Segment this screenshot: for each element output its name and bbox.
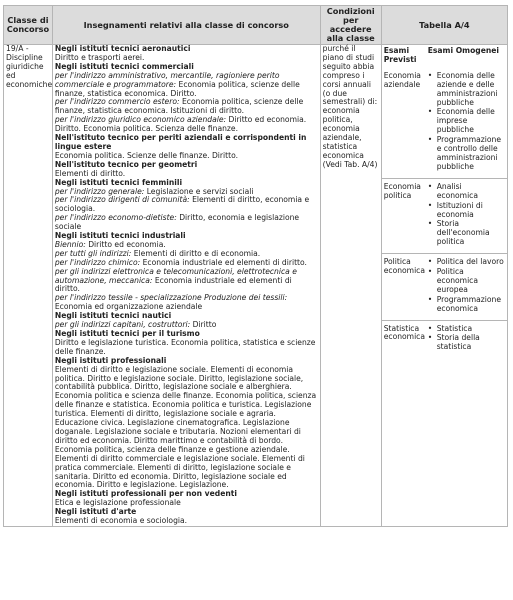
classe-cell: 19/A - Discipline giuridiche ed economiche xyxy=(4,45,53,527)
header-insegnamenti: Insegnamenti relativi alla classe di concorso xyxy=(52,6,320,45)
header-condizioni: Condizioni per accedere alla classe xyxy=(320,6,381,45)
indirizzo-subjects: Diritto xyxy=(190,320,217,330)
exam-item: • Politica economica europea xyxy=(426,268,505,295)
exam-group xyxy=(384,324,505,354)
indirizzo-subjects: Diritto, economia e legislazione sociale xyxy=(54,213,300,232)
exam-groups xyxy=(384,65,505,353)
indirizzo-subjects: Legislazione e servizi sociali xyxy=(144,186,254,196)
subjects-text: Diritto e legislazione turistica. Economia politica, statistica e scienze delle finanze. xyxy=(54,337,316,356)
institute-heading: Nell'istituto tecnico per periti aziendali e corrispondenti in lingue estere xyxy=(54,133,307,151)
esami-previsti-label: Esami Previsti xyxy=(383,46,417,64)
tabella-cell xyxy=(381,45,507,527)
table-row xyxy=(4,45,508,527)
indirizzo-label: per l'indirizzo amministrativo, mercantile, ragioniere perito commerciale e programmatore: xyxy=(54,70,280,89)
institute-heading: Negli istituti professionali per non vedenti xyxy=(54,489,237,499)
exam-item: • Programmazione e controllo delle amministrazioni pubbliche xyxy=(426,136,505,172)
subjects-text: Diritto e trasporti aerei. xyxy=(54,52,145,62)
indirizzo-subjects: Economia industriale ed elementi di diritto. xyxy=(54,275,292,294)
exam-list xyxy=(426,183,505,248)
exam-item: • Storia dell'economia politica xyxy=(426,220,505,247)
indirizzo-label: per gli indirizzi capitani, costruttori: xyxy=(54,320,191,330)
indirizzo-label: per l'indirizzo dirigenti di comunità: xyxy=(54,195,190,205)
classes-table xyxy=(3,5,508,527)
indirizzo-subjects: Economia ed organizzazione aziendale xyxy=(54,302,203,312)
indirizzo-label: per l'indirizzo chimico: xyxy=(54,257,141,267)
subjects-text: Economia politica. Scienze delle finanze. Diritto. xyxy=(54,150,239,160)
exams-header xyxy=(384,47,505,65)
indirizzo-line xyxy=(55,214,318,232)
indirizzo-subjects: Economia politica, scienze delle finanze, statistica economica. Diritto. xyxy=(54,79,300,98)
exam-group xyxy=(384,182,505,248)
institute-heading: Negli istituti tecnici femminili xyxy=(54,177,183,187)
indirizzo-label: per gli indirizzi elettronica e telecomunicazioni, elettrotecnica e automazione, meccanica: xyxy=(54,266,297,285)
exam-item: • Statistica xyxy=(426,325,505,334)
institute-heading: Negli istituti tecnici aeronautici xyxy=(54,44,191,53)
exam-item: • Storia della statistica xyxy=(426,334,505,352)
indirizzo-label: per l'indirizzo commercio estero: xyxy=(54,97,180,107)
institute-heading: Negli istituti tecnici per il turismo xyxy=(54,329,200,338)
esami-omogenei-label: Esami Omogenei xyxy=(427,46,500,55)
exam-group-name: Economia aziendale xyxy=(383,70,421,89)
exam-group-name: Politica economica xyxy=(383,257,426,276)
exam-item: • Programmazione economica xyxy=(426,296,505,314)
exam-item: • Economia delle aziende e delle amministrazioni pubbliche xyxy=(426,72,505,108)
institute-heading: Negli istituti d'arte xyxy=(54,507,137,517)
header-tabella: Tabella A/4 xyxy=(381,6,507,45)
indirizzo-line xyxy=(55,196,318,214)
exam-item: • Analisi economica xyxy=(426,183,505,201)
exam-list xyxy=(426,72,505,173)
exam-list xyxy=(426,258,505,314)
institute-heading: Negli istituti tecnici nautici xyxy=(54,311,172,321)
exam-item: • Economia delle imprese pubbliche xyxy=(426,108,505,135)
indirizzo-label: per l'indirizzo tessile - specializzazione Produzione dei tessili: xyxy=(54,293,288,303)
institute-heading: Negli istituti tecnici industriali xyxy=(54,231,186,241)
group-divider xyxy=(382,178,507,179)
indirizzo-line xyxy=(55,294,318,312)
exam-item: • Politica del lavoro xyxy=(426,258,505,267)
indirizzo-line xyxy=(55,98,318,116)
condizioni-cell: purché il piano di studi seguito abbia compreso i corsi annuali (o due semestrali) di: economia politica, economia aziendale, statistica economica (Vedi Tab. A/4) xyxy=(320,45,381,527)
institute-heading: Negli istituti tecnici commerciali xyxy=(54,61,194,71)
indirizzo-line xyxy=(55,72,318,99)
group-divider xyxy=(382,253,507,254)
indirizzo-subjects: Diritto ed economia. xyxy=(85,239,166,249)
exam-list xyxy=(426,325,505,354)
subjects-text: Elementi di diritto e legislazione sociale. Elementi di economia politica. Diritto e legislazione sociale. Diritto, legislazione sociale, contabilità pubblica. Diritto, legislazione sociale e alberghiera. Economia politica e scienza delle finanze. Economia politica, scienza delle finanze e statistica. Economia politica e turistica. Legislazione turistica. Elementi di diritto, legislazione sociale e agraria. Educazione civica. Legislazione cinematografica. Legislazione doganale. Legislazione sociale e tributaria. Nozioni elementari di diritto ed economia. Diritto marittimo e contabilità di bordo. Economia politica, scienza delle finanze e gestione aziendale. Elementi di diritto commerciale e legislazione sociale. Elementi di pratica commerciale. Elementi di diritto, legislazione sociale e sanitaria. Diritto ed economia. Diritto, legislazione sociale ed economia. Diritto e legislazione. Legislazione. xyxy=(54,364,317,490)
exam-item: • Istituzioni di economia xyxy=(426,202,505,220)
indirizzo-line xyxy=(55,268,318,295)
institute-heading: Negli istituti professionali xyxy=(54,355,167,365)
exam-group-name: Economia politica xyxy=(383,181,421,200)
exam-group-name: Statistica economica xyxy=(383,323,426,342)
institute-heading: Nell'istituto tecnico per geometri xyxy=(54,159,198,169)
indirizzo-subjects: Economia politica, scienze delle finanze, statistica economica. Istituzioni di diritto. xyxy=(54,97,304,116)
indirizzo-subjects: Economia industriale ed elementi di diritto. xyxy=(140,257,307,267)
indirizzo-label: per tutti gli indirizzi: xyxy=(54,248,132,258)
header-row xyxy=(4,6,508,45)
subjects-text: Elementi di diritto. xyxy=(54,168,126,178)
exam-group xyxy=(384,257,505,314)
indirizzo-label: Biennio: xyxy=(54,239,86,249)
indirizzo-line xyxy=(55,116,318,134)
subjects-text: Etica e legislazione professionale xyxy=(54,498,181,508)
indirizzo-subjects: Elementi di diritto e di economia. xyxy=(131,248,261,258)
indirizzo-label: per l'indirizzo economo-dietiste: xyxy=(54,213,177,223)
exam-group xyxy=(384,71,505,173)
indirizzo-label: per l'indirizzo giuridico economico aziendale: xyxy=(54,115,227,125)
indirizzo-subjects: Elementi di diritto, economia e sociologia. xyxy=(54,195,310,214)
group-divider xyxy=(382,320,507,321)
indirizzo-subjects: Diritto ed economia. Diritto. Economia politica. Scienza delle finanze. xyxy=(54,115,307,134)
header-classe: Classe di Concorso xyxy=(4,6,53,45)
subjects-text: Elementi di economia e sociologia. xyxy=(54,516,188,526)
insegnamenti-cell xyxy=(52,45,320,527)
indirizzo-label: per l'indirizzo generale: xyxy=(54,186,145,196)
